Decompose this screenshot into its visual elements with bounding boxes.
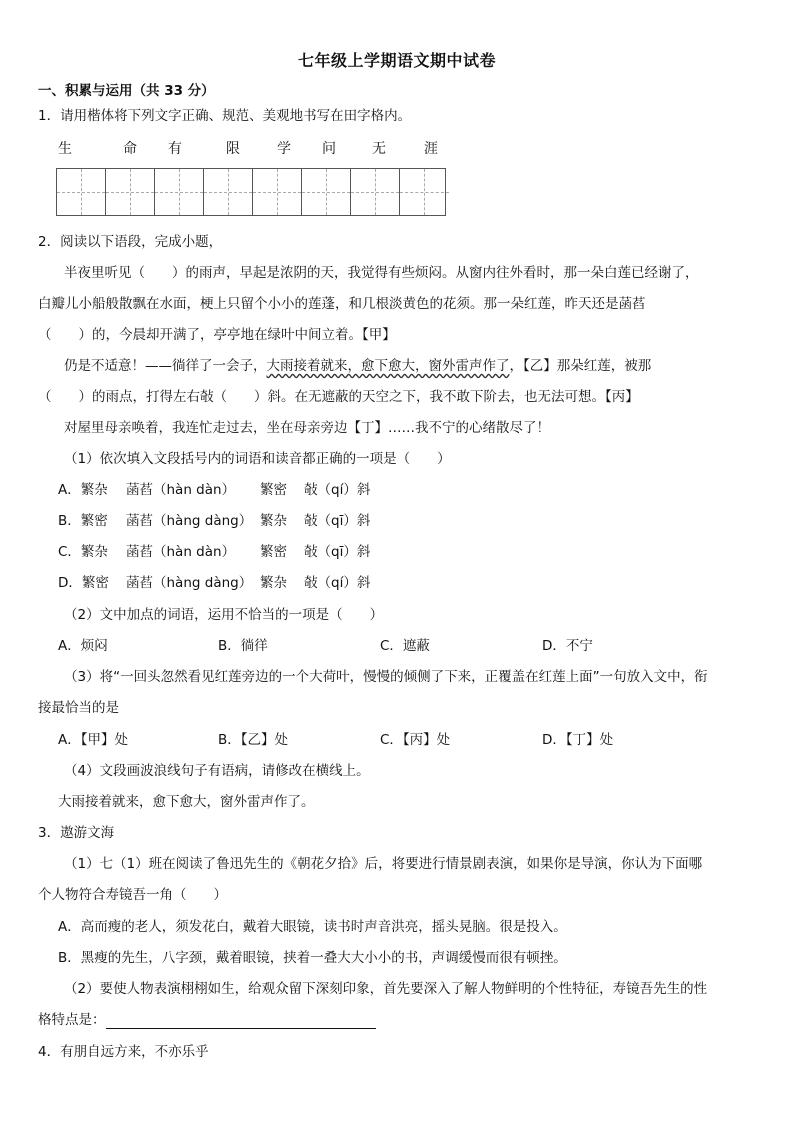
q1-char: 问: [322, 141, 336, 157]
q2-sub2-option-a[interactable]: A．烦闷: [58, 638, 108, 654]
grid-cell[interactable]: [106, 169, 155, 215]
q2-sub3-stem: （3）将“一回头忽然看见红莲旁边的一个大荷叶，慢慢的倾侧了下来，正覆盖在红莲上面”一句放入文中，衔: [64, 669, 708, 685]
passage-line: 半夜里听见（ ）的雨声，早起是浓阴的天，我觉得有些烦闷。从窗内往外看时，那一朵白莲已经谢了，: [64, 265, 699, 281]
q1-stem: 1．请用楷体将下列文字正确、规范、美观地书写在田字格内。: [38, 108, 412, 124]
q2-sub3-option-a[interactable]: A．【甲】处: [58, 732, 128, 748]
option-text: 敧（qí）斜: [304, 482, 371, 498]
q2-sub3-stem-cont: 接最恰当的是: [38, 700, 119, 716]
tianzige-grid[interactable]: [56, 168, 446, 216]
section-heading: 一、积累与运用（共 33 分）: [38, 83, 215, 99]
option-text: 菡萏（hàng dàng）: [126, 513, 253, 529]
grid-cell[interactable]: [302, 169, 351, 215]
grid-cell[interactable]: [155, 169, 204, 215]
q2-sub4-stem: （4）文段画波浪线句子有语病，请修改在横线上。: [64, 763, 370, 779]
wavy-underlined-sentence: 大雨接着就来，愈下愈大，窗外雷声作了: [266, 358, 510, 374]
passage-line: 白瓣儿小船般散飘在水面，梗上只留个小小的莲蓬，和几根淡黄色的花须。那一朵红莲，昨天还是菡萏: [38, 296, 646, 312]
answer-prompt: 格特点是：: [38, 1012, 106, 1028]
option-text: 菡萏（hàng dàng）: [126, 575, 253, 591]
q2-sub2-option-c[interactable]: C．遮蔽: [380, 638, 430, 654]
passage-line: （ ）的，今晨却开满了，亭亭地在绿叶中间立着。【甲】: [38, 327, 396, 343]
q1-char: 涯: [424, 141, 438, 157]
q2-sub3-option-d[interactable]: D．【丁】处: [542, 732, 614, 748]
q1-char: 有: [168, 141, 182, 157]
option-text: 繁杂: [260, 575, 287, 591]
q2-sub2-option-d[interactable]: D．不宁: [542, 638, 593, 654]
q2-sub3-option-b[interactable]: B．【乙】处: [218, 732, 289, 748]
q2-sub1-stem: （1）依次填入文段括号内的词语和读音都正确的一项是（ ）: [64, 451, 451, 467]
q3-sub1-stem: （1）七（1）班在阅读了鲁迅先生的《朝花夕拾》后，将要进行情景剧表演，如果你是导演，你认为下面哪: [64, 856, 703, 872]
q2-sub4-sentence: 大雨接着就来，愈下愈大，窗外雷声作了。: [58, 794, 315, 810]
q2-sub3-option-c[interactable]: C．【丙】处: [380, 732, 451, 748]
q1-char: 限: [226, 141, 240, 157]
grid-cell[interactable]: [253, 169, 302, 215]
q3-sub1-option-a[interactable]: A．高而瘦的老人，须发花白，戴着大眼镜，读书时声音洪亮，摇头晃脑。很是投入。: [58, 919, 567, 935]
option-text: 繁密: [260, 544, 287, 560]
grid-cell[interactable]: [400, 169, 449, 215]
passage-text: ，【乙】那朵红莲，被那: [509, 358, 652, 374]
q1-char: 学: [277, 141, 291, 157]
q1-char: 命: [123, 141, 137, 157]
option-text: 敧（qí）斜: [304, 575, 371, 591]
option-text: 菡萏（hàn dàn）: [126, 482, 236, 498]
option-label: D．繁密: [58, 575, 109, 591]
grid-cell[interactable]: [351, 169, 400, 215]
option-label: A．繁杂: [58, 482, 108, 498]
option-label: C．繁杂: [58, 544, 108, 560]
q3-sub1-option-b[interactable]: B．黑瘦的先生，八字颈，戴着眼镜，挟着一叠大大小小的书，声调缓慢而很有顿挫。: [58, 950, 567, 966]
q1-char: 生: [58, 141, 72, 157]
option-text: 繁密: [260, 482, 287, 498]
option-label: B．繁密: [58, 513, 108, 529]
passage-text: 仍是不适意！——徜徉了一会子，: [64, 358, 267, 374]
q3-sub2-stem-cont: [38, 1011, 376, 1029]
grid-cell[interactable]: [204, 169, 253, 215]
grid-cell[interactable]: [57, 169, 106, 215]
q4-stem: 4．有朋自远方来，不亦乐乎: [38, 1044, 209, 1060]
option-text: 敧（qī）斜: [304, 544, 371, 560]
page-title: 七年级上学期语文期中试卷: [297, 51, 496, 70]
option-text: 繁杂: [260, 513, 287, 529]
passage-line: 对屋里母亲唤着，我连忙走过去，坐在母亲旁边【丁】……我不宁的心绪散尽了！: [64, 420, 550, 436]
option-text: 菡萏（hàn dàn）: [126, 544, 236, 560]
q3-sub2-stem: （2）要使人物表演栩栩如生，给观众留下深刻印象，首先要深入了解人物鲜明的个性特征，寿镜吾先生的性: [64, 981, 708, 997]
q3-stem: 3．遨游文海: [38, 825, 115, 841]
passage-line: [64, 357, 651, 375]
q1-char: 无: [372, 141, 386, 157]
q2-stem: 2．阅读以下语段，完成小题，: [38, 234, 223, 250]
option-text: 敧（qī）斜: [304, 513, 371, 529]
answer-blank-line[interactable]: [106, 1014, 376, 1029]
q3-sub1-stem-cont: 个人物符合寿镜吾一角（ ）: [38, 887, 227, 903]
q2-sub2-stem: （2）文中加点的词语，运用不恰当的一项是（ ）: [64, 607, 384, 623]
q2-sub2-option-b[interactable]: B．徜徉: [218, 638, 268, 654]
passage-line: （ ）的雨点，打得左右敧（ ）斜。在无遮蔽的天空之下，我不敢下阶去，也无法可想。【丙】: [38, 389, 639, 405]
